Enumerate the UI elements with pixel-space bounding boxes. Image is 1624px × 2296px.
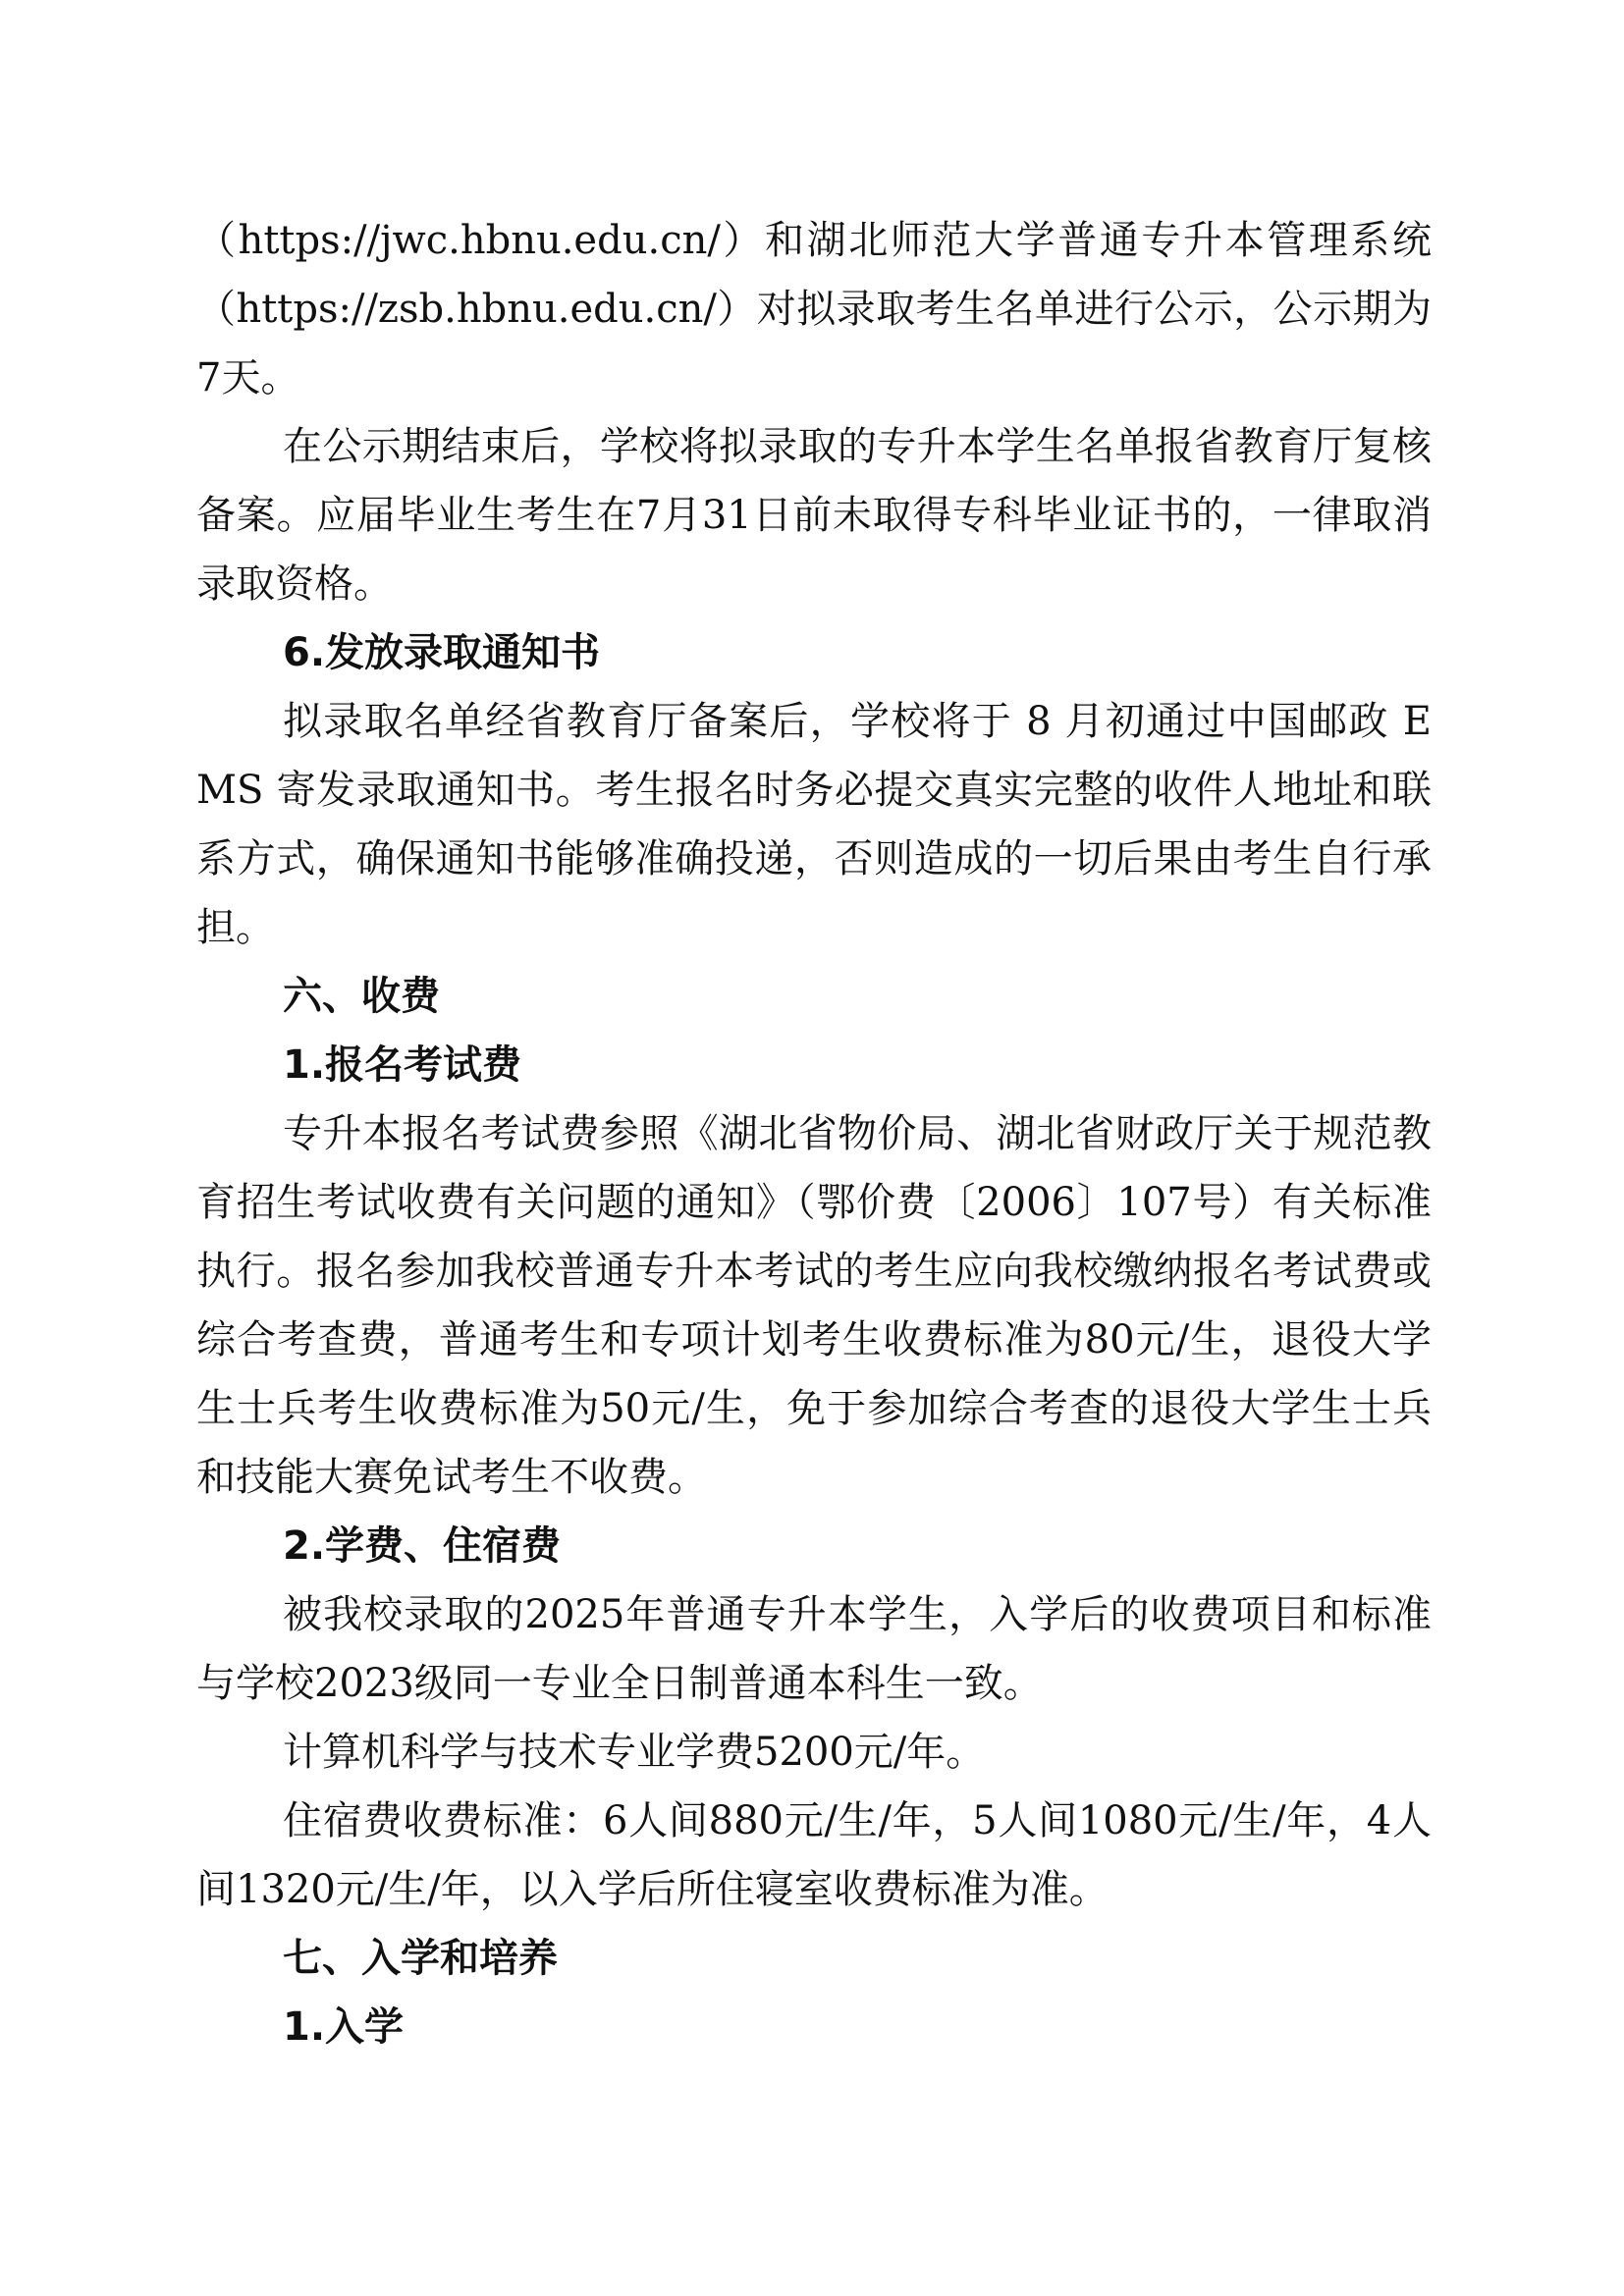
paragraph-filing-review: 在公示期结束后，学校将拟录取的专升本学生名单报省教育厅复核备案。应届毕业生考生在7月31日前未取得专科毕业证书的，一律取消录取资格。 <box>196 424 1432 607</box>
paragraph-cs-tuition: 计算机科学与技术专业学费5200元/年。 <box>283 1730 986 1775</box>
paragraph-tuition-standard: 被我校录取的2025年普通专升本学生，入学后的收费项目和标准与学校2023级同一专业全日制普通本科生一致。 <box>196 1592 1432 1706</box>
paragraph-dorm-fee: 住宿费收费标准：6人间880元/生/年，5人间1080元/生/年，4人间1320元/生/年，以入学后所住寝室收费标准为准。 <box>196 1798 1432 1912</box>
paragraph-notice-mailing: 拟录取名单经省教育厅备案后，学校将于 8 月初通过中国邮政 EMS 寄发录取通知书。考生报名时务必提交真实完整的收件人地址和联系方式，确保通知书能够准确投递，否则造成的一切后果由考生自行承担。 <box>196 699 1432 950</box>
paragraph-publicity-sites: （https://jwc.hbnu.edu.cn/）和湖北师范大学普通专升本管理系统（https://zsb.hbnu.edu.cn/）对拟录取考生名单进行公示，公示期为7天。 <box>196 218 1432 400</box>
heading-enrollment-training: 七、入学和培养 <box>283 1936 558 1981</box>
heading-tuition-dorm: 2.学费、住宿费 <box>283 1523 562 1569</box>
paragraph-exam-fee: 专升本报名考试费参照《湖北省物价局、湖北省财政厅关于规范教育招生考试收费有关问题的通知》（鄂价费〔2006〕107号）有关标准执行。报名参加我校普通专升本考试的考生应向我校缴纳报名考试费或综合考查费，普通考生和专项计划考生收费标准为80元/生，退役大学生士兵考生收费标准为50元/生，免于参加综合考查的退役大学生士兵和技能大赛免试考生不收费。 <box>196 1111 1432 1500</box>
heading-fees: 六、收费 <box>283 974 440 1019</box>
heading-enrollment: 1.入学 <box>283 2004 405 2050</box>
heading-exam-fee: 1.报名考试费 <box>283 1042 522 1088</box>
heading-admission-notice: 6.发放录取通知书 <box>283 630 601 675</box>
